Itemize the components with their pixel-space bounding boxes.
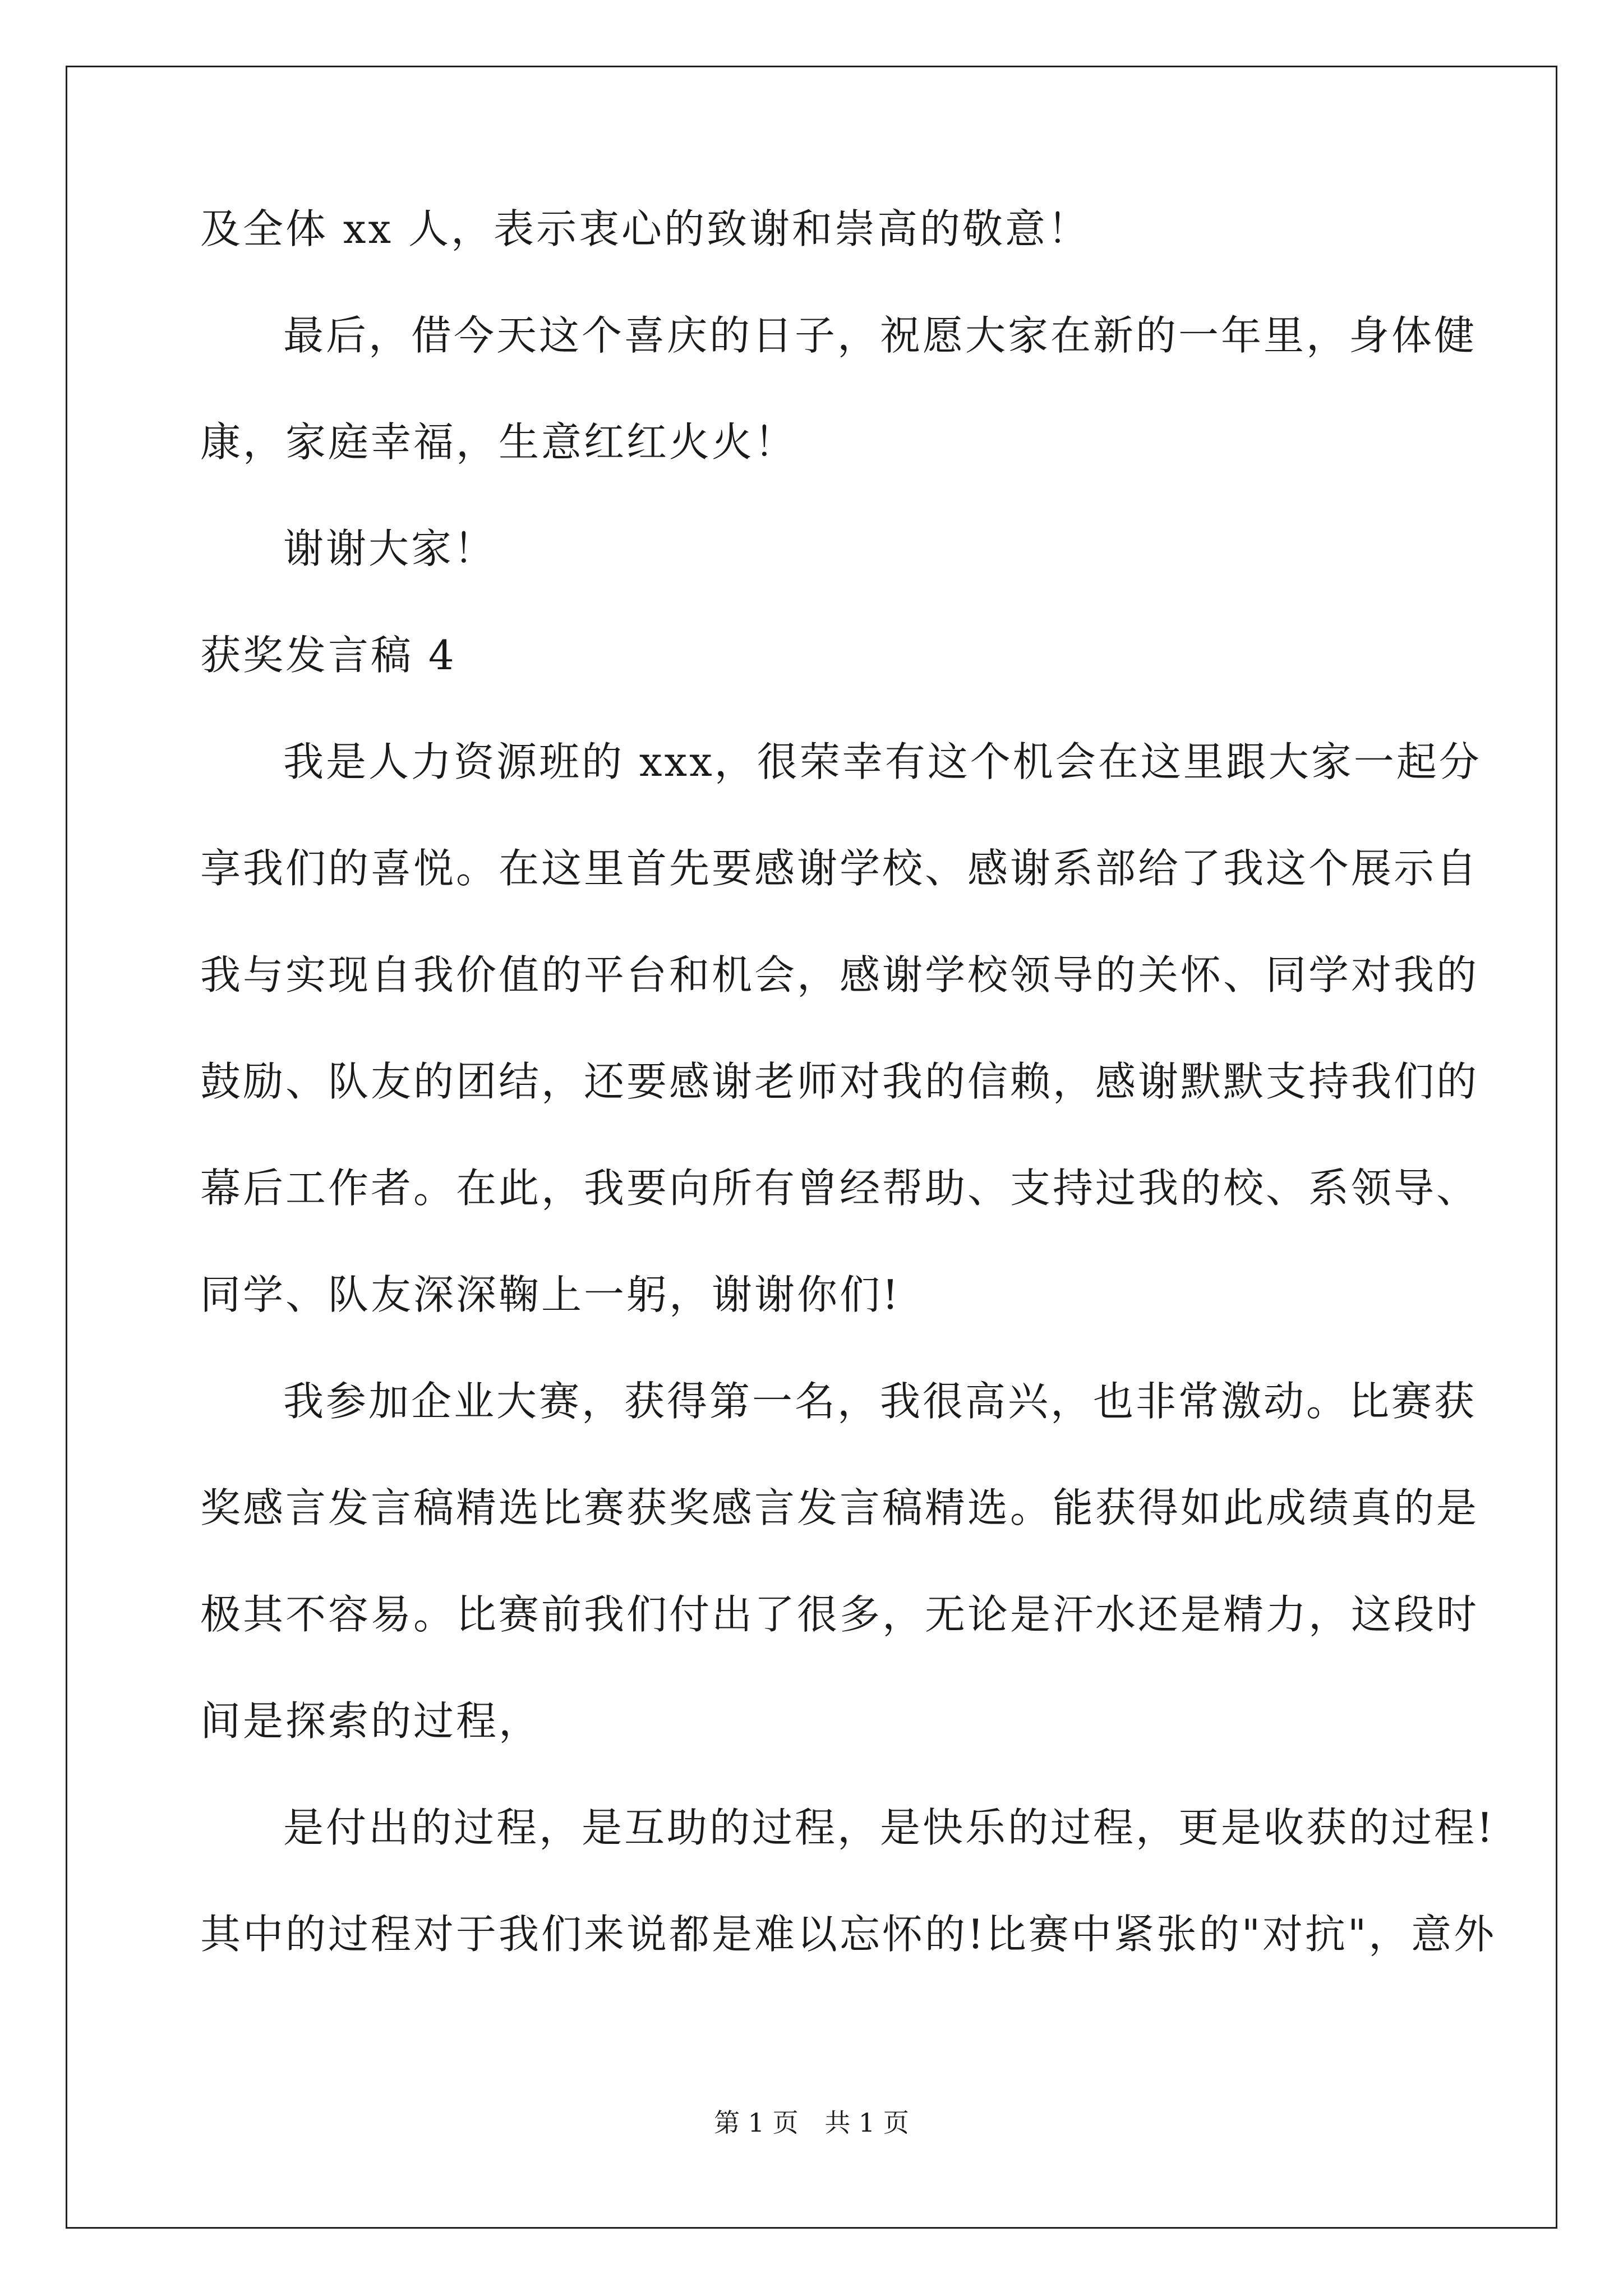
paragraph-line: 我与实现自我价值的平台和机会，感谢学校领导的关怀、同学对我的 <box>200 951 1479 999</box>
paragraph-line: 同学、队友深深鞠上一躬，谢谢你们! <box>200 1271 901 1318</box>
paragraph-line: 及全体 xx 人，表示衷心的致谢和崇高的敬意！ <box>200 205 1090 252</box>
page-footer <box>0 2107 1623 2138</box>
paragraph-line: 是付出的过程，是互助的过程，是快乐的过程，更是收获的过程! <box>283 1804 1495 1851</box>
page-total: 共 1 页 <box>824 2108 909 2138</box>
paragraph-line: 谢谢大家！ <box>283 525 497 572</box>
paragraph-line: 享我们的喜悦。在这里首先要感谢学校、感谢系部给了我这个展示自 <box>200 845 1479 892</box>
document-body <box>200 202 1497 1961</box>
paragraph-line: 康，家庭幸福，生意红红火火！ <box>200 418 797 466</box>
paragraph-line: 幕后工作者。在此，我要向所有曾经帮助、支持过我的校、系领导、 <box>200 1165 1479 1212</box>
paragraph-line: 奖感言发言稿精选比赛获奖感言发言稿精选。能获得如此成绩真的是 <box>200 1484 1479 1531</box>
section-heading: 获奖发言稿 4 <box>200 632 457 679</box>
paragraph-line: 间是探索的过程， <box>200 1697 542 1745</box>
paragraph-line: 我是人力资源班的 xxx，很荣幸有这个机会在这里跟大家一起分 <box>283 738 1482 785</box>
paragraph-line: 我参加企业大赛，获得第一名，我很高兴，也非常激动。比赛获 <box>283 1378 1477 1425</box>
paragraph-line: 其中的过程对于我们来说都是难以忘怀的!比赛中紧张的"对抗"，意外 <box>200 1911 1497 1958</box>
paragraph-line: 最后，借今天这个喜庆的日子，祝愿大家在新的一年里，身体健 <box>283 312 1477 359</box>
page-number: 第 1 页 <box>714 2108 799 2138</box>
paragraph-line: 极其不容易。比赛前我们付出了很多，无论是汗水还是精力，这段时 <box>200 1591 1479 1638</box>
paragraph-line: 鼓励、队友的团结，还要感谢老师对我的信赖，感谢默默支持我们的 <box>200 1058 1479 1105</box>
